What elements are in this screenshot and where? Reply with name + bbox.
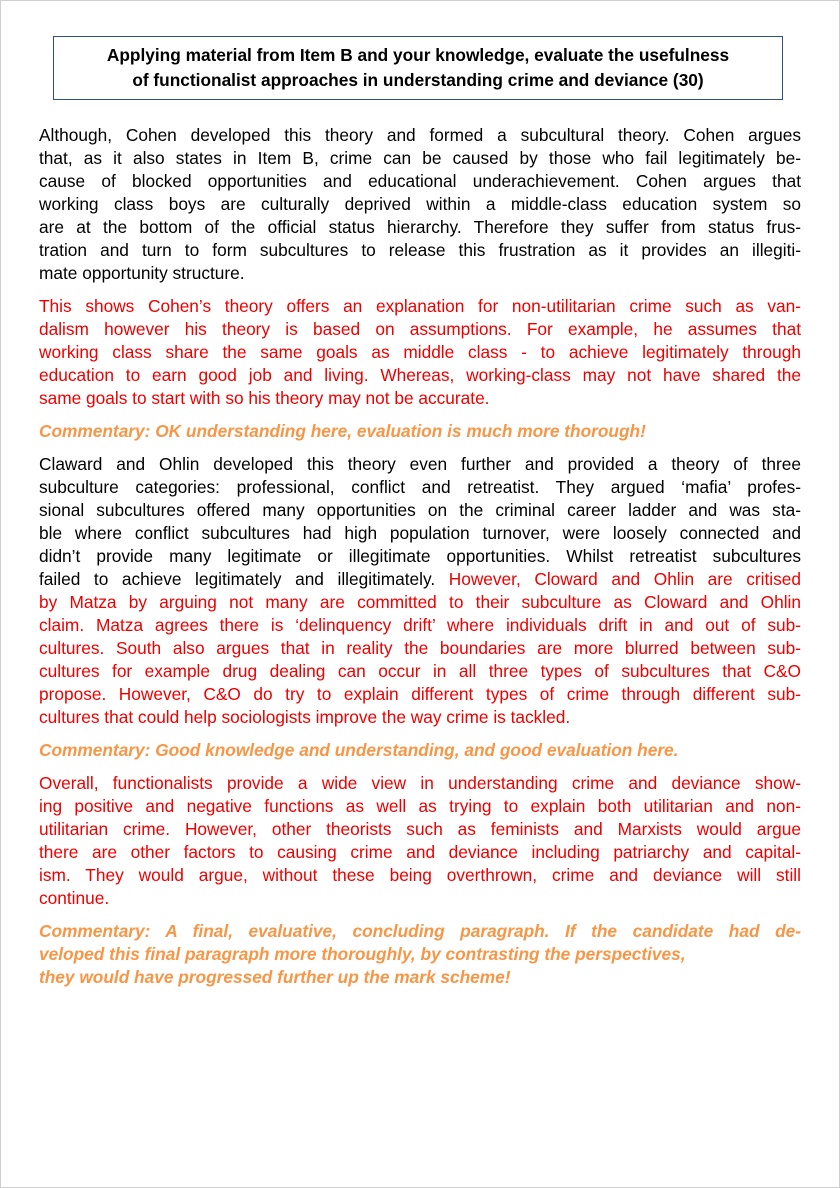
paragraph-conclusion xyxy=(39,772,801,910)
text-line: This shows Cohen’s theory offers an explanation for non-utilitarian crime such as van- xyxy=(39,296,801,316)
text-line: Commentary: Good knowledge and understanding, and good evaluation here. xyxy=(39,740,679,760)
text-line: Commentary: OK understanding here, evaluation is much more thorough! xyxy=(39,421,646,441)
text-line: Commentary: A final, evaluative, concluding paragraph. If the candidate had de- xyxy=(39,921,801,941)
text-line: Overall, functionalists provide a wide view in understanding crime and deviance show- xyxy=(39,773,801,793)
paragraph-cohen-evaluation xyxy=(39,295,801,410)
text-line: dalism however his theory is based on assumptions. For example, he assumes that xyxy=(39,319,801,339)
text-line: claim. Matza agrees there is ‘delinquency drift’ where individuals drift in and out of sub- xyxy=(39,615,801,635)
paragraph-cohen xyxy=(39,124,801,285)
commentary-3 xyxy=(39,920,801,989)
text-line: ble where conflict subcultures had high population turnover, were loosely connected and xyxy=(39,523,801,543)
text-line-split xyxy=(39,568,801,591)
text-line: sional subcultures offered many opportunities on the criminal career ladder and was sta- xyxy=(39,500,801,520)
text-line: ing positive and negative functions as well as trying to explain both utilitarian and non- xyxy=(39,796,801,816)
text-line: veloped this final paragraph more thoroughly, by contrasting the perspectives, xyxy=(39,944,686,964)
text-line: cultures that could help sociologists improve the way crime is tackled. xyxy=(39,707,571,727)
text-line: subculture categories: professional, conflict and retreatist. They argued ‘mafia’ profes- xyxy=(39,477,801,497)
text-line: same goals to start with so his theory may not be accurate. xyxy=(39,388,490,408)
commentary-2 xyxy=(39,739,801,762)
black-segment: failed to achieve legitimately and illegitimately. xyxy=(39,569,449,589)
text-line: cultures for example drug dealing can occur in all three types of subcultures that C&O xyxy=(39,661,801,681)
commentary-1 xyxy=(39,420,801,443)
text-line: that, as it also states in Item B, crime can be caused by those who fail legitimately be- xyxy=(39,148,801,168)
essay-content xyxy=(39,124,801,999)
text-line: continue. xyxy=(39,888,110,908)
text-line: cultures. South also argues that in reality the boundaries are more blurred between sub- xyxy=(39,638,801,658)
text-line: cause of blocked opportunities and educational underachievement. Cohen argues that xyxy=(39,171,801,191)
question-box xyxy=(53,36,783,100)
text-line: Although, Cohen developed this theory and formed a subcultural theory. Cohen argues xyxy=(39,125,801,145)
text-line: there are other factors to causing crime and deviance including patriarchy and capital- xyxy=(39,842,801,862)
text-line: working class boys are culturally deprived within a middle-class education system so xyxy=(39,194,801,214)
paragraph-cloward-ohlin xyxy=(39,453,801,729)
question-line-2: of functionalist approaches in understanding crime and deviance (30) xyxy=(132,70,704,90)
question-line-1: Applying material from Item B and your knowledge, evaluate the usefulness xyxy=(106,45,730,65)
text-line: by Matza by arguing not many are committed to their subculture as Cloward and Ohlin xyxy=(39,592,801,612)
text-line: utilitarian crime. However, other theorists such as feminists and Marxists would argue xyxy=(39,819,801,839)
text-line: tration and turn to form subcultures to release this frustration as it provides an illegiti- xyxy=(39,240,801,260)
text-line: didn’t provide many legitimate or illegitimate opportunities. Whilst retreatist subcultures xyxy=(39,546,801,566)
text-line: they would have progressed further up the mark scheme! xyxy=(39,967,511,987)
text-line: education to earn good job and living. Whereas, working-class may not have shared the xyxy=(39,365,801,385)
red-segment: However, Cloward and Ohlin are critised xyxy=(448,569,801,589)
text-line: mate opportunity structure. xyxy=(39,263,245,283)
text-line: are at the bottom of the official status hierarchy. Therefore they suffer from status frus- xyxy=(39,217,801,237)
text-line: working class share the same goals as middle class - to achieve legitimately through xyxy=(39,342,801,362)
text-line: propose. However, C&O do try to explain different types of crime through different sub- xyxy=(39,684,801,704)
text-line: Claward and Ohlin developed this theory even further and provided a theory of three xyxy=(39,454,801,474)
text-line: ism. They would argue, without these being overthrown, crime and deviance will still xyxy=(39,865,801,885)
